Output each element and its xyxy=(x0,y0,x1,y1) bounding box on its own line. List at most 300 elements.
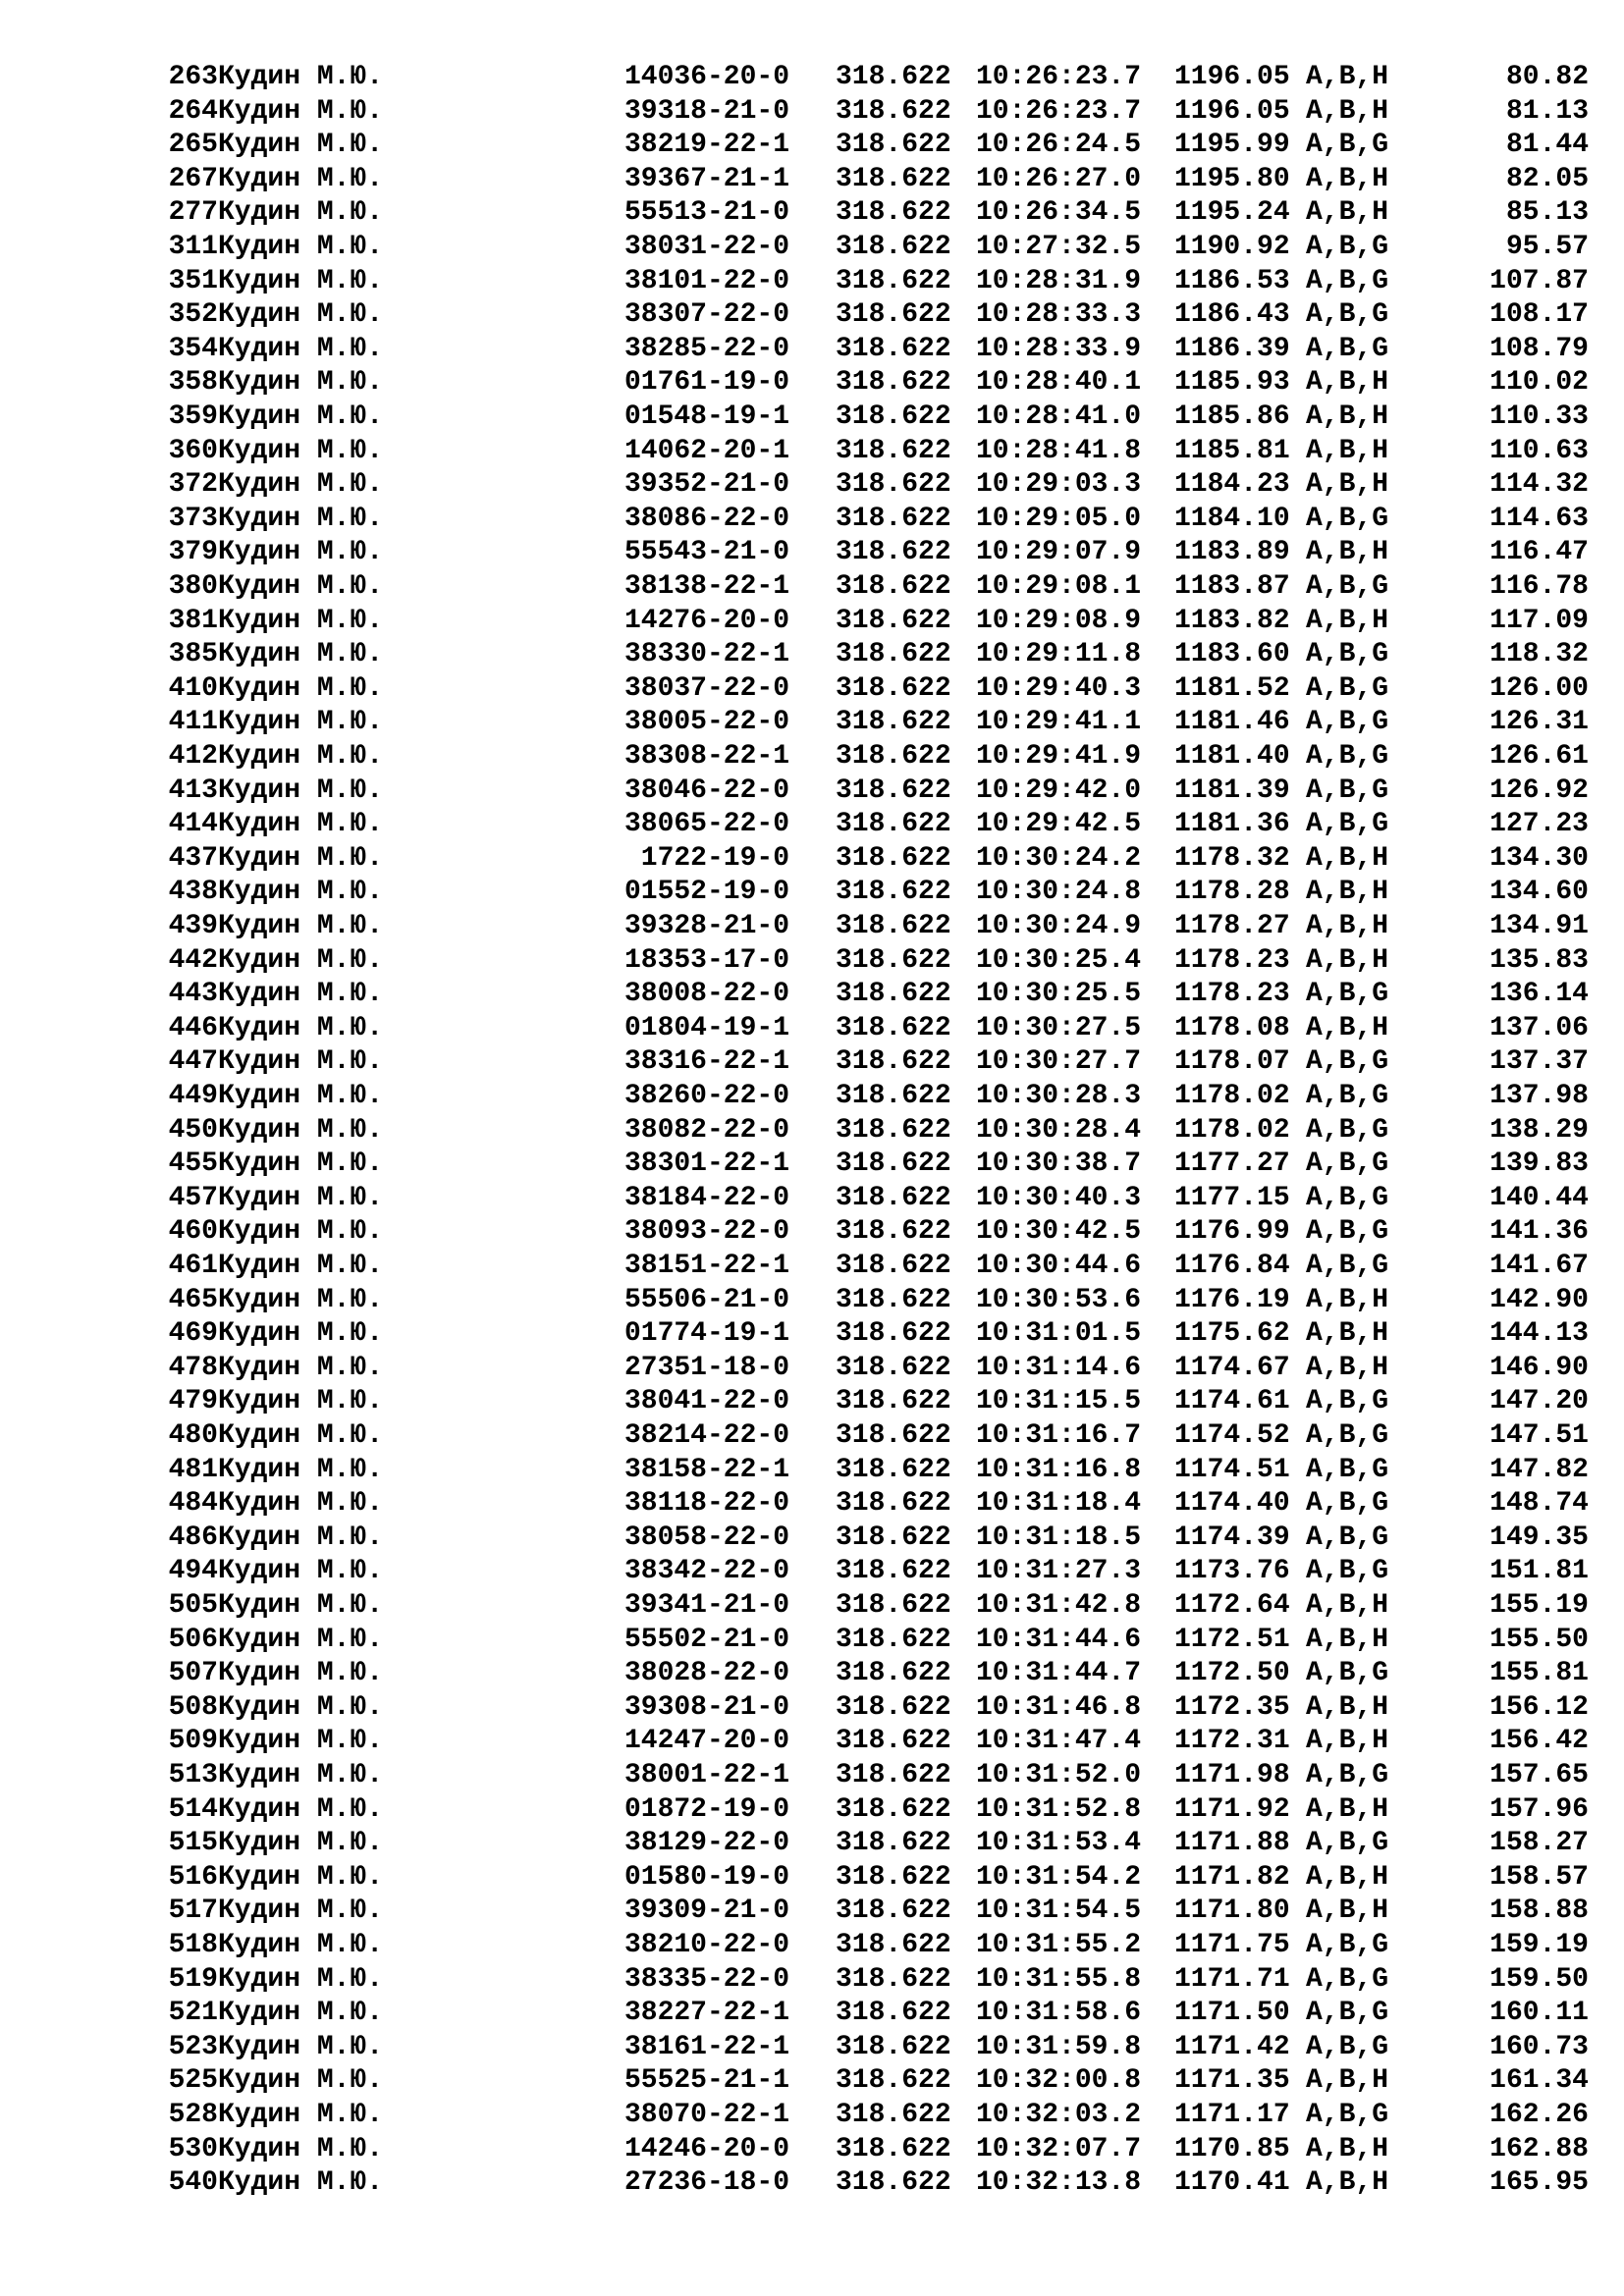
arrival-time-cell: 10:28:33.3 xyxy=(976,299,1142,331)
speed-cell: 1175.62 xyxy=(1174,1318,1290,1350)
speed-cell: 1172.35 xyxy=(1174,1691,1290,1723)
place-cell: 437 xyxy=(168,842,218,874)
place-cell: 381 xyxy=(168,605,218,636)
place-cell: 540 xyxy=(168,2167,218,2199)
name-cell: Кудин М.Ю. xyxy=(218,1793,384,1825)
place-cell: 372 xyxy=(168,469,218,501)
coefficient-cell: 142.90 xyxy=(1489,1284,1589,1315)
category-cell: A,B,G xyxy=(1306,1930,1389,1960)
table-row xyxy=(0,1148,1624,1181)
place-cell: 447 xyxy=(168,1046,218,1078)
table-row xyxy=(0,1012,1624,1045)
arrival-time-cell: 10:30:53.6 xyxy=(976,1284,1142,1315)
table-row xyxy=(0,1114,1624,1148)
arrival-time-cell: 10:31:54.5 xyxy=(976,1896,1142,1927)
arrival-time-cell: 10:30:24.9 xyxy=(976,911,1142,941)
place-cell: 264 xyxy=(168,95,218,127)
speed-cell: 1185.93 xyxy=(1174,367,1290,399)
category-cell: A,B,G xyxy=(1306,1556,1389,1587)
place-cell: 450 xyxy=(168,1114,218,1146)
name-cell: Кудин М.Ю. xyxy=(218,503,384,534)
place-cell: 505 xyxy=(168,1590,218,1621)
ring-number-cell: 38316-22-1 xyxy=(623,1046,789,1078)
distance-cell: 318.622 xyxy=(836,401,951,432)
category-cell: A,B,G xyxy=(1306,1148,1389,1180)
speed-cell: 1176.19 xyxy=(1174,1284,1290,1315)
ring-number-cell: 01548-19-1 xyxy=(623,401,789,432)
ring-number-cell: 38151-22-1 xyxy=(623,1251,789,1281)
distance-cell: 318.622 xyxy=(836,367,951,399)
table-row xyxy=(0,1045,1624,1079)
name-cell: Кудин М.Ю. xyxy=(218,367,384,399)
distance-cell: 318.622 xyxy=(836,1930,951,1960)
place-cell: 507 xyxy=(168,1658,218,1689)
ring-number-cell: 38129-22-0 xyxy=(623,1828,789,1859)
arrival-time-cell: 10:27:32.5 xyxy=(976,232,1142,262)
arrival-time-cell: 10:29:07.9 xyxy=(976,537,1142,568)
category-cell: A,B,G xyxy=(1306,2031,1389,2062)
ring-number-cell: 38342-22-0 xyxy=(623,1556,789,1587)
distance-cell: 318.622 xyxy=(836,62,951,92)
coefficient-cell: 137.37 xyxy=(1489,1046,1589,1078)
coefficient-cell: 108.79 xyxy=(1489,333,1589,364)
coefficient-cell: 162.88 xyxy=(1489,2133,1589,2164)
coefficient-cell: 147.20 xyxy=(1489,1386,1589,1417)
category-cell: A,B,G xyxy=(1306,1251,1389,1281)
category-cell: A,B,G xyxy=(1306,1760,1389,1790)
distance-cell: 318.622 xyxy=(836,2031,951,2062)
distance-cell: 318.622 xyxy=(836,1726,951,1757)
ring-number-cell: 55525-21-1 xyxy=(623,2065,789,2097)
category-cell: A,B,H xyxy=(1306,911,1389,941)
arrival-time-cell: 10:30:42.5 xyxy=(976,1216,1142,1248)
name-cell: Кудин М.Ю. xyxy=(218,1930,384,1960)
category-cell: A,B,G xyxy=(1306,809,1389,840)
speed-cell: 1178.23 xyxy=(1174,944,1290,976)
place-cell: 373 xyxy=(168,503,218,534)
coefficient-cell: 118.32 xyxy=(1489,639,1589,670)
speed-cell: 1178.32 xyxy=(1174,842,1290,874)
arrival-time-cell: 10:31:53.4 xyxy=(976,1828,1142,1859)
table-row xyxy=(0,400,1624,434)
place-cell: 449 xyxy=(168,1081,218,1111)
coefficient-cell: 158.88 xyxy=(1489,1896,1589,1927)
speed-cell: 1174.61 xyxy=(1174,1386,1290,1417)
place-cell: 484 xyxy=(168,1488,218,1520)
coefficient-cell: 146.90 xyxy=(1489,1352,1589,1383)
table-row xyxy=(0,1657,1624,1690)
speed-cell: 1181.36 xyxy=(1174,809,1290,840)
distance-cell: 318.622 xyxy=(836,1793,951,1825)
ring-number-cell: 38219-22-1 xyxy=(623,130,789,161)
arrival-time-cell: 10:30:38.7 xyxy=(976,1148,1142,1180)
place-cell: 469 xyxy=(168,1318,218,1350)
place-cell: 446 xyxy=(168,1012,218,1043)
category-cell: A,B,H xyxy=(1306,1624,1389,1655)
arrival-time-cell: 10:31:52.8 xyxy=(976,1793,1142,1825)
name-cell: Кудин М.Ю. xyxy=(218,571,384,602)
coefficient-cell: 114.63 xyxy=(1489,503,1589,534)
table-row xyxy=(0,468,1624,502)
speed-cell: 1171.88 xyxy=(1174,1828,1290,1859)
table-row xyxy=(0,366,1624,400)
place-cell: 481 xyxy=(168,1454,218,1485)
distance-cell: 318.622 xyxy=(836,1760,951,1790)
arrival-time-cell: 10:31:27.3 xyxy=(976,1556,1142,1587)
table-row xyxy=(0,298,1624,332)
name-cell: Кудин М.Ю. xyxy=(218,1998,384,2029)
name-cell: Кудин М.Ю. xyxy=(218,842,384,874)
speed-cell: 1195.80 xyxy=(1174,163,1290,194)
table-row xyxy=(0,1691,1624,1725)
coefficient-cell: 141.67 xyxy=(1489,1251,1589,1281)
distance-cell: 318.622 xyxy=(836,1182,951,1213)
table-row xyxy=(0,1352,1624,1385)
arrival-time-cell: 10:28:31.9 xyxy=(976,265,1142,296)
distance-cell: 318.622 xyxy=(836,537,951,568)
category-cell: A,B,H xyxy=(1306,435,1389,466)
distance-cell: 318.622 xyxy=(836,435,951,466)
place-cell: 414 xyxy=(168,809,218,840)
coefficient-cell: 155.50 xyxy=(1489,1624,1589,1655)
coefficient-cell: 155.19 xyxy=(1489,1590,1589,1621)
coefficient-cell: 114.32 xyxy=(1489,469,1589,501)
coefficient-cell: 135.83 xyxy=(1489,944,1589,976)
place-cell: 478 xyxy=(168,1352,218,1383)
speed-cell: 1171.80 xyxy=(1174,1896,1290,1927)
arrival-time-cell: 10:28:40.1 xyxy=(976,367,1142,399)
speed-cell: 1171.50 xyxy=(1174,1998,1290,2029)
distance-cell: 318.622 xyxy=(836,2065,951,2097)
speed-cell: 1170.85 xyxy=(1174,2133,1290,2164)
category-cell: A,B,H xyxy=(1306,95,1389,127)
speed-cell: 1172.51 xyxy=(1174,1624,1290,1655)
place-cell: 352 xyxy=(168,299,218,331)
place-cell: 354 xyxy=(168,333,218,364)
table-row xyxy=(0,774,1624,808)
distance-cell: 318.622 xyxy=(836,1522,951,1553)
speed-cell: 1183.82 xyxy=(1174,605,1290,636)
table-row xyxy=(0,1895,1624,1928)
arrival-time-cell: 10:31:18.5 xyxy=(976,1522,1142,1553)
coefficient-cell: 126.61 xyxy=(1489,741,1589,772)
speed-cell: 1171.35 xyxy=(1174,2065,1290,2097)
ring-number-cell: 38330-22-1 xyxy=(623,639,789,670)
category-cell: A,B,H xyxy=(1306,401,1389,432)
arrival-time-cell: 10:30:28.4 xyxy=(976,1114,1142,1146)
ring-number-cell: 38210-22-0 xyxy=(623,1930,789,1960)
place-cell: 359 xyxy=(168,401,218,432)
arrival-time-cell: 10:30:27.5 xyxy=(976,1012,1142,1043)
arrival-time-cell: 10:32:07.7 xyxy=(976,2133,1142,2164)
arrival-time-cell: 10:31:54.2 xyxy=(976,1861,1142,1893)
place-cell: 465 xyxy=(168,1284,218,1315)
table-row xyxy=(0,196,1624,230)
coefficient-cell: 134.30 xyxy=(1489,842,1589,874)
speed-cell: 1171.92 xyxy=(1174,1793,1290,1825)
arrival-time-cell: 10:31:42.8 xyxy=(976,1590,1142,1621)
ring-number-cell: 38041-22-0 xyxy=(623,1386,789,1417)
name-cell: Кудин М.Ю. xyxy=(218,197,384,229)
place-cell: 410 xyxy=(168,672,218,704)
distance-cell: 318.622 xyxy=(836,1896,951,1927)
place-cell: 514 xyxy=(168,1793,218,1825)
category-cell: A,B,G xyxy=(1306,130,1389,161)
category-cell: A,B,G xyxy=(1306,333,1389,364)
category-cell: A,B,H xyxy=(1306,1284,1389,1315)
category-cell: A,B,G xyxy=(1306,774,1389,806)
category-cell: A,B,H xyxy=(1306,1012,1389,1043)
ring-number-cell: 55506-21-0 xyxy=(623,1284,789,1315)
distance-cell: 318.622 xyxy=(836,842,951,874)
name-cell: Кудин М.Ю. xyxy=(218,1522,384,1553)
name-cell: Кудин М.Ю. xyxy=(218,1454,384,1485)
table-row xyxy=(0,2031,1624,2064)
coefficient-cell: 149.35 xyxy=(1489,1522,1589,1553)
speed-cell: 1170.41 xyxy=(1174,2167,1290,2199)
category-cell: A,B,G xyxy=(1306,1081,1389,1111)
table-row xyxy=(0,1725,1624,1758)
speed-cell: 1171.71 xyxy=(1174,1963,1290,1995)
ring-number-cell: 38335-22-0 xyxy=(623,1963,789,1995)
name-cell: Кудин М.Ю. xyxy=(218,1216,384,1248)
name-cell: Кудин М.Ю. xyxy=(218,911,384,941)
arrival-time-cell: 10:30:24.8 xyxy=(976,877,1142,908)
coefficient-cell: 117.09 xyxy=(1489,605,1589,636)
arrival-time-cell: 10:29:40.3 xyxy=(976,672,1142,704)
arrival-time-cell: 10:29:05.0 xyxy=(976,503,1142,534)
speed-cell: 1172.50 xyxy=(1174,1658,1290,1689)
distance-cell: 318.622 xyxy=(836,571,951,602)
distance-cell: 318.622 xyxy=(836,130,951,161)
ring-number-cell: 38138-22-1 xyxy=(623,571,789,602)
category-cell: A,B,H xyxy=(1306,2065,1389,2097)
ring-number-cell: 14276-20-0 xyxy=(623,605,789,636)
ring-number-cell: 39367-21-1 xyxy=(623,163,789,194)
distance-cell: 318.622 xyxy=(836,774,951,806)
name-cell: Кудин М.Ю. xyxy=(218,672,384,704)
name-cell: Кудин М.Ю. xyxy=(218,1828,384,1859)
category-cell: A,B,H xyxy=(1306,197,1389,229)
place-cell: 412 xyxy=(168,741,218,772)
name-cell: Кудин М.Ю. xyxy=(218,1658,384,1689)
arrival-time-cell: 10:31:14.6 xyxy=(976,1352,1142,1383)
coefficient-cell: 141.36 xyxy=(1489,1216,1589,1248)
coefficient-cell: 85.13 xyxy=(1505,197,1589,229)
distance-cell: 318.622 xyxy=(836,1386,951,1417)
category-cell: A,B,G xyxy=(1306,571,1389,602)
speed-cell: 1173.76 xyxy=(1174,1556,1290,1587)
place-cell: 509 xyxy=(168,1726,218,1757)
name-cell: Кудин М.Ю. xyxy=(218,163,384,194)
ring-number-cell: 38093-22-0 xyxy=(623,1216,789,1248)
name-cell: Кудин М.Ю. xyxy=(218,1284,384,1315)
distance-cell: 318.622 xyxy=(836,1216,951,1248)
coefficient-cell: 139.83 xyxy=(1489,1148,1589,1180)
coefficient-cell: 110.63 xyxy=(1489,435,1589,466)
ring-number-cell: 38184-22-0 xyxy=(623,1182,789,1213)
category-cell: A,B,G xyxy=(1306,299,1389,331)
table-row xyxy=(0,1250,1624,1283)
table-row xyxy=(0,61,1624,94)
speed-cell: 1174.39 xyxy=(1174,1522,1290,1553)
speed-cell: 1171.42 xyxy=(1174,2031,1290,2062)
table-row xyxy=(0,435,1624,468)
category-cell: A,B,H xyxy=(1306,1318,1389,1350)
coefficient-cell: 165.95 xyxy=(1489,2167,1589,2199)
coefficient-cell: 110.02 xyxy=(1489,367,1589,399)
ring-number-cell: 38260-22-0 xyxy=(623,1081,789,1111)
coefficient-cell: 81.13 xyxy=(1505,95,1589,127)
speed-cell: 1186.39 xyxy=(1174,333,1290,364)
ring-number-cell: 14247-20-0 xyxy=(623,1726,789,1757)
arrival-time-cell: 10:31:44.7 xyxy=(976,1658,1142,1689)
table-row xyxy=(0,1963,1624,1997)
distance-cell: 318.622 xyxy=(836,163,951,194)
arrival-time-cell: 10:30:28.3 xyxy=(976,1081,1142,1111)
arrival-time-cell: 10:31:44.6 xyxy=(976,1624,1142,1655)
category-cell: A,B,H xyxy=(1306,842,1389,874)
name-cell: Кудин М.Ю. xyxy=(218,2167,384,2199)
category-cell: A,B,H xyxy=(1306,1590,1389,1621)
category-cell: A,B,H xyxy=(1306,367,1389,399)
ring-number-cell: 1722-19-0 xyxy=(640,842,789,874)
arrival-time-cell: 10:32:00.8 xyxy=(976,2065,1142,2097)
arrival-time-cell: 10:29:08.1 xyxy=(976,571,1142,602)
table-row xyxy=(0,1385,1624,1418)
name-cell: Кудин М.Ю. xyxy=(218,2133,384,2164)
name-cell: Кудин М.Ю. xyxy=(218,1488,384,1520)
category-cell: A,B,G xyxy=(1306,1046,1389,1078)
distance-cell: 318.622 xyxy=(836,197,951,229)
ring-number-cell: 55513-21-0 xyxy=(623,197,789,229)
name-cell: Кудин М.Ю. xyxy=(218,1963,384,1995)
category-cell: A,B,G xyxy=(1306,503,1389,534)
arrival-time-cell: 10:31:55.8 xyxy=(976,1963,1142,1995)
place-cell: 380 xyxy=(168,571,218,602)
category-cell: A,B,H xyxy=(1306,1691,1389,1723)
table-row xyxy=(0,1454,1624,1487)
name-cell: Кудин М.Ю. xyxy=(218,1182,384,1213)
arrival-time-cell: 10:31:46.8 xyxy=(976,1691,1142,1723)
ring-number-cell: 38070-22-1 xyxy=(623,2100,789,2130)
arrival-time-cell: 10:30:25.4 xyxy=(976,944,1142,976)
table-row xyxy=(0,231,1624,264)
speed-cell: 1171.75 xyxy=(1174,1930,1290,1960)
place-cell: 530 xyxy=(168,2133,218,2164)
distance-cell: 318.622 xyxy=(836,1691,951,1723)
ring-number-cell: 01872-19-0 xyxy=(623,1793,789,1825)
arrival-time-cell: 10:28:41.8 xyxy=(976,435,1142,466)
place-cell: 517 xyxy=(168,1896,218,1927)
table-row xyxy=(0,1793,1624,1827)
ring-number-cell: 18353-17-0 xyxy=(623,944,789,976)
coefficient-cell: 126.92 xyxy=(1489,774,1589,806)
table-row xyxy=(0,1284,1624,1317)
category-cell: A,B,G xyxy=(1306,1522,1389,1553)
speed-cell: 1172.64 xyxy=(1174,1590,1290,1621)
name-cell: Кудин М.Ю. xyxy=(218,944,384,976)
coefficient-cell: 156.42 xyxy=(1489,1726,1589,1757)
coefficient-cell: 110.33 xyxy=(1489,401,1589,432)
distance-cell: 318.622 xyxy=(836,1284,951,1315)
category-cell: A,B,H xyxy=(1306,1793,1389,1825)
ring-number-cell: 39352-21-0 xyxy=(623,469,789,501)
speed-cell: 1177.27 xyxy=(1174,1148,1290,1180)
place-cell: 528 xyxy=(168,2100,218,2130)
coefficient-cell: 82.05 xyxy=(1505,163,1589,194)
name-cell: Кудин М.Ю. xyxy=(218,639,384,670)
arrival-time-cell: 10:31:59.8 xyxy=(976,2031,1142,2062)
category-cell: A,B,H xyxy=(1306,1896,1389,1927)
speed-cell: 1176.84 xyxy=(1174,1251,1290,1281)
name-cell: Кудин М.Ю. xyxy=(218,1691,384,1723)
coefficient-cell: 116.78 xyxy=(1489,571,1589,602)
distance-cell: 318.622 xyxy=(836,1963,951,1995)
name-cell: Кудин М.Ю. xyxy=(218,2031,384,2062)
place-cell: 521 xyxy=(168,1998,218,2029)
category-cell: A,B,H xyxy=(1306,62,1389,92)
place-cell: 385 xyxy=(168,639,218,670)
place-cell: 486 xyxy=(168,1522,218,1553)
distance-cell: 318.622 xyxy=(836,1114,951,1146)
name-cell: Кудин М.Ю. xyxy=(218,1726,384,1757)
ring-number-cell: 01552-19-0 xyxy=(623,877,789,908)
category-cell: A,B,G xyxy=(1306,1420,1389,1451)
distance-cell: 318.622 xyxy=(836,1590,951,1621)
table-row xyxy=(0,2099,1624,2132)
speed-cell: 1174.51 xyxy=(1174,1454,1290,1485)
table-row xyxy=(0,706,1624,739)
table-row xyxy=(0,1997,1624,2030)
arrival-time-cell: 10:31:47.4 xyxy=(976,1726,1142,1757)
category-cell: A,B,G xyxy=(1306,1828,1389,1859)
ring-number-cell: 39341-21-0 xyxy=(623,1590,789,1621)
coefficient-cell: 137.98 xyxy=(1489,1081,1589,1111)
category-cell: A,B,H xyxy=(1306,469,1389,501)
category-cell: A,B,G xyxy=(1306,1488,1389,1520)
speed-cell: 1195.99 xyxy=(1174,130,1290,161)
table-row xyxy=(0,570,1624,604)
ring-number-cell: 39308-21-0 xyxy=(623,1691,789,1723)
place-cell: 506 xyxy=(168,1624,218,1655)
category-cell: A,B,G xyxy=(1306,1216,1389,1248)
place-cell: 494 xyxy=(168,1556,218,1587)
distance-cell: 318.622 xyxy=(836,1998,951,2029)
place-cell: 267 xyxy=(168,163,218,194)
coefficient-cell: 116.47 xyxy=(1489,537,1589,568)
place-cell: 311 xyxy=(168,232,218,262)
name-cell: Кудин М.Ю. xyxy=(218,1420,384,1451)
ring-number-cell: 39318-21-0 xyxy=(623,95,789,127)
ring-number-cell: 38008-22-0 xyxy=(623,979,789,1010)
name-cell: Кудин М.Ю. xyxy=(218,62,384,92)
coefficient-cell: 136.14 xyxy=(1489,979,1589,1010)
arrival-time-cell: 10:29:03.3 xyxy=(976,469,1142,501)
place-cell: 439 xyxy=(168,911,218,941)
ring-number-cell: 14036-20-0 xyxy=(623,62,789,92)
distance-cell: 318.622 xyxy=(836,1658,951,1689)
ring-number-cell: 55502-21-0 xyxy=(623,1624,789,1655)
distance-cell: 318.622 xyxy=(836,1454,951,1485)
table-row xyxy=(0,672,1624,706)
category-cell: A,B,H xyxy=(1306,877,1389,908)
place-cell: 265 xyxy=(168,130,218,161)
speed-cell: 1178.02 xyxy=(1174,1081,1290,1111)
distance-cell: 318.622 xyxy=(836,809,951,840)
arrival-time-cell: 10:30:44.6 xyxy=(976,1251,1142,1281)
coefficient-cell: 147.51 xyxy=(1489,1420,1589,1451)
